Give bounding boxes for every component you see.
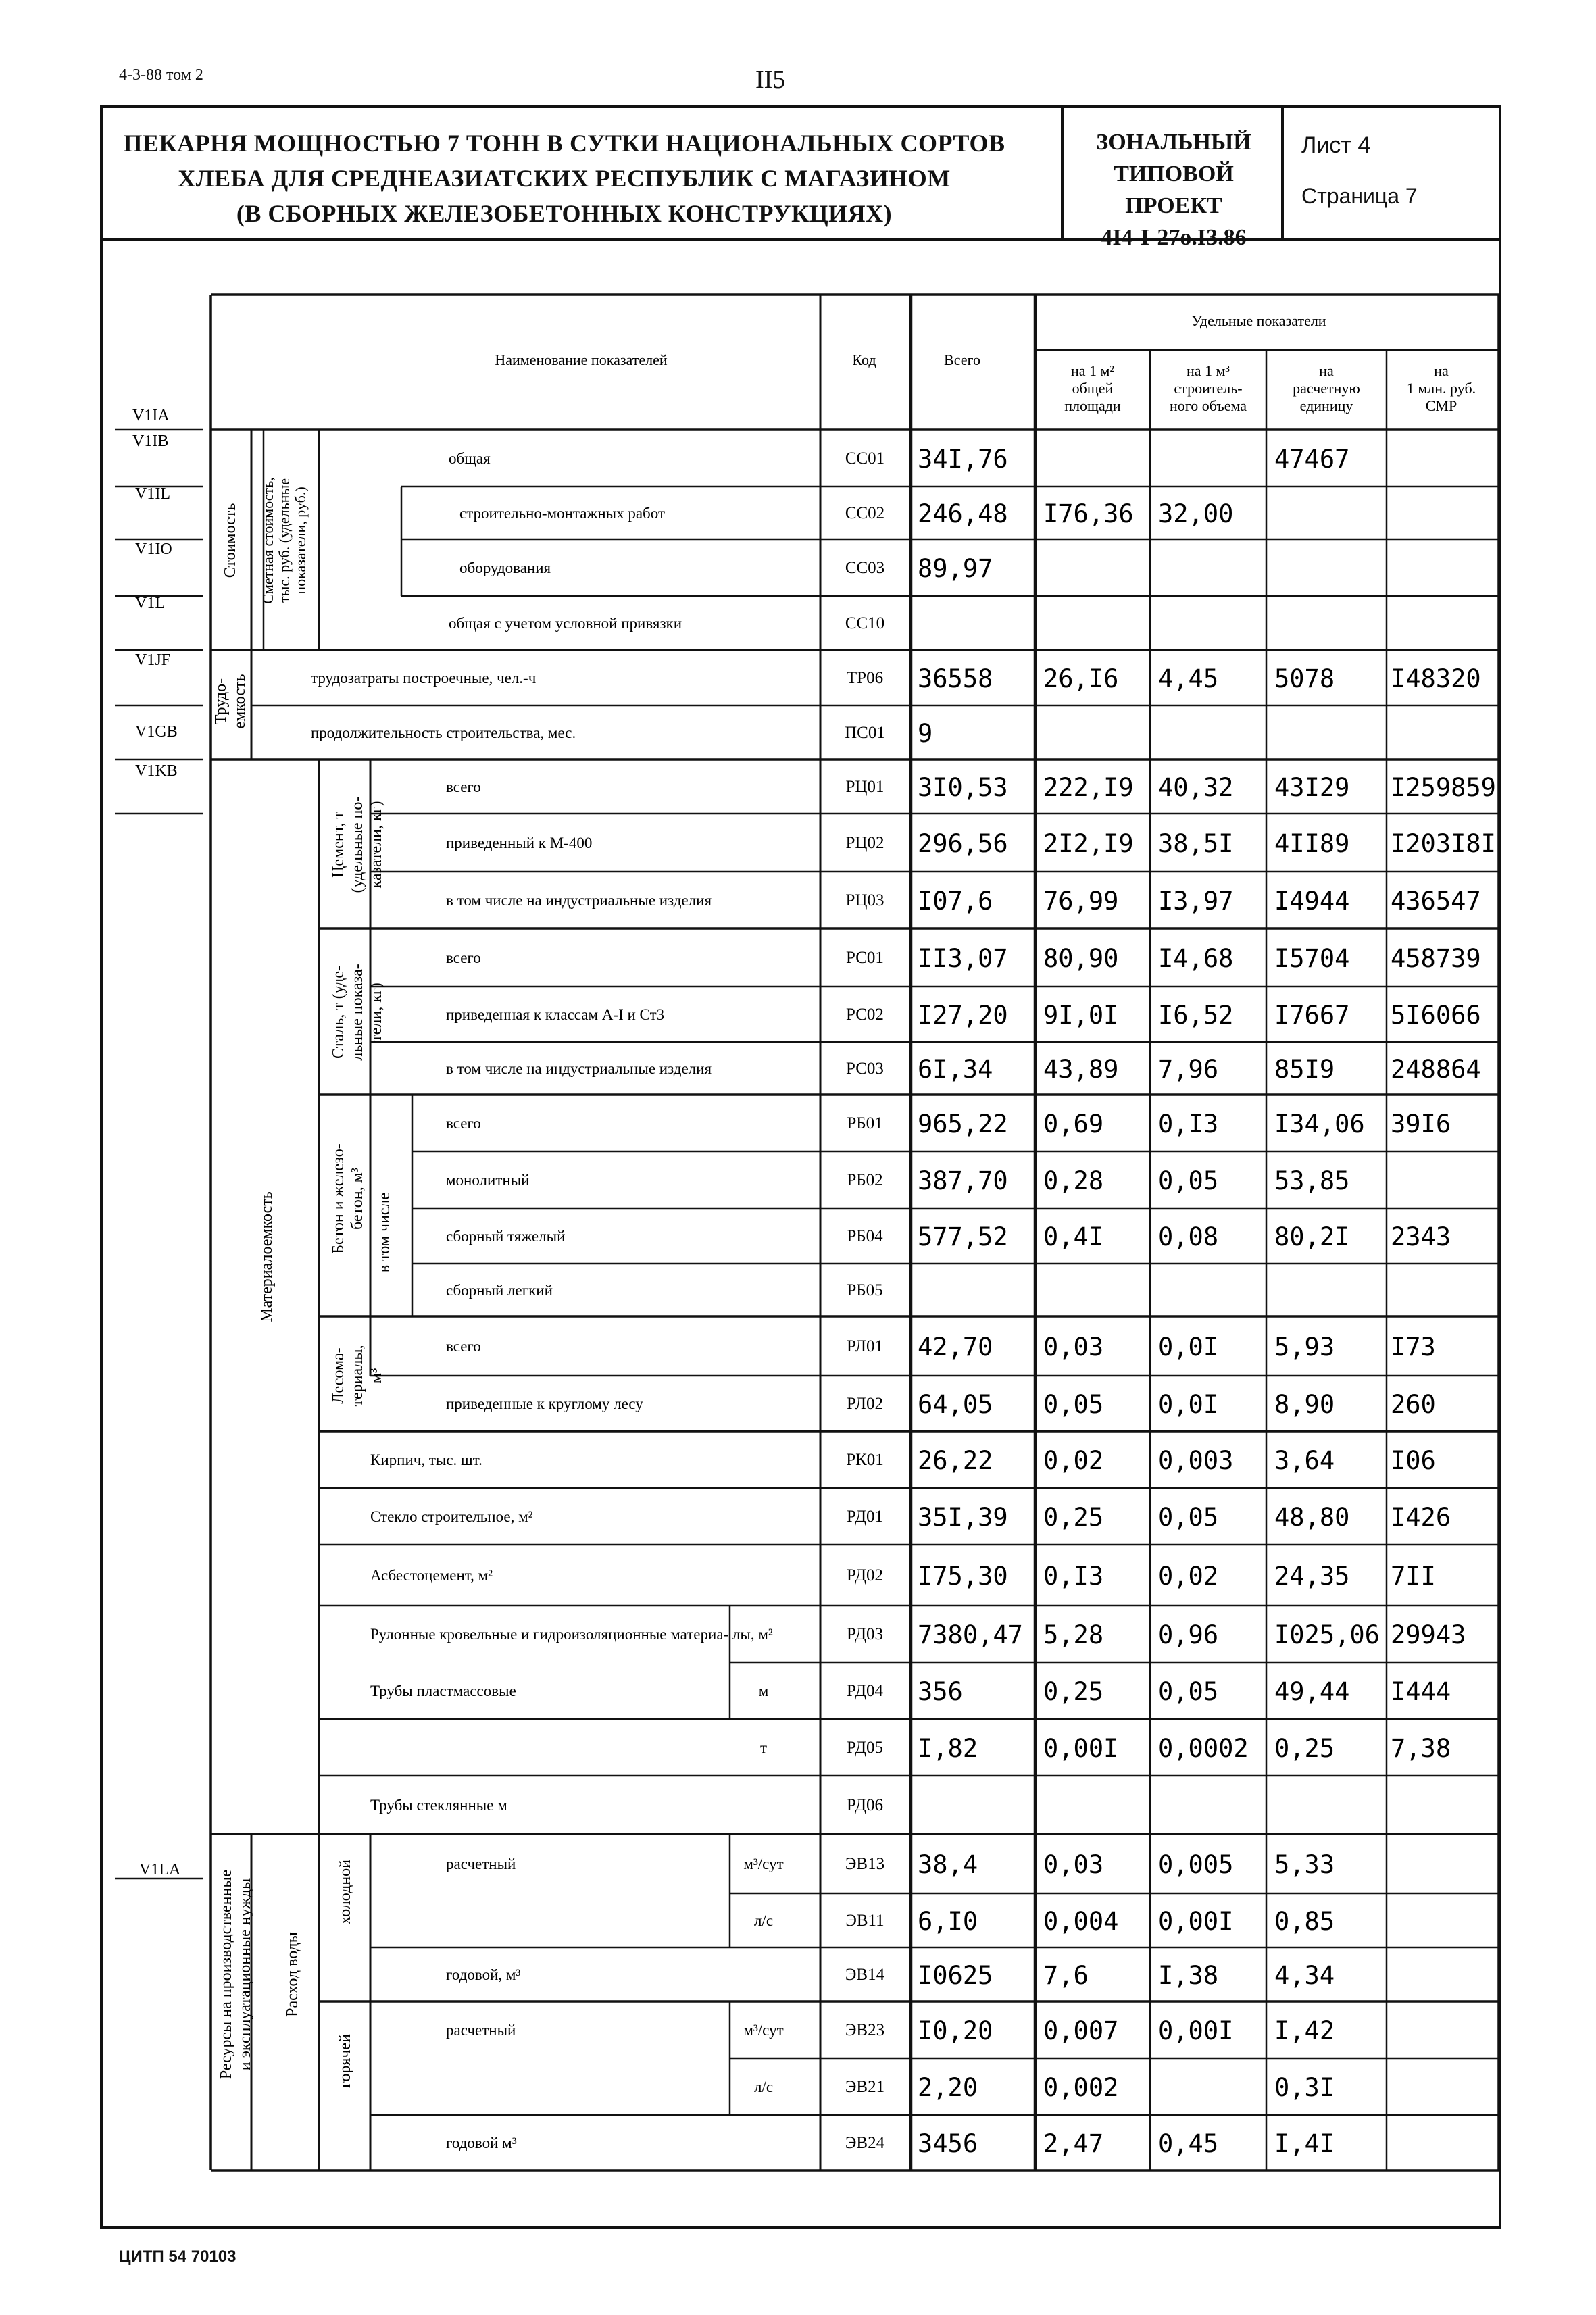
row-total: 2,20 bbox=[918, 2073, 978, 2102]
row-per-unit: I4944 bbox=[1274, 887, 1350, 916]
row-per-unit: 53,85 bbox=[1274, 1166, 1350, 1195]
row-per-volume: 0,96 bbox=[1158, 1620, 1219, 1649]
project-line: ЗОНАЛЬНЫЙ bbox=[1096, 130, 1251, 155]
row-per-unit: I5704 bbox=[1274, 944, 1350, 973]
row-code: РК01 bbox=[846, 1451, 884, 1469]
row-per-area: 2,47 bbox=[1043, 2129, 1104, 2158]
row-name: Трубы стеклянные м bbox=[370, 1797, 507, 1814]
row-name: продолжительность строительства, мес. bbox=[311, 724, 576, 741]
row-name: сборный легкий bbox=[446, 1282, 553, 1299]
document-code: 4-3-88 том 2 bbox=[119, 66, 203, 84]
header-per-volume: на 1 м³ bbox=[1186, 362, 1230, 379]
row-per-mln: I444 bbox=[1391, 1677, 1451, 1706]
row-unit: л/с bbox=[753, 1912, 774, 1929]
side-label-group bbox=[132, 407, 181, 1878]
project-line: ТИПОВОЙ ПРОЕКТ bbox=[1114, 161, 1234, 218]
header-per-mln: на bbox=[1434, 362, 1449, 379]
row-code: РЦ01 bbox=[845, 778, 884, 796]
row-per-volume: 32,00 bbox=[1158, 499, 1234, 528]
row-name: Кирпич, тыс. шт. bbox=[370, 1451, 482, 1468]
row-total: 965,22 bbox=[918, 1110, 1008, 1139]
row-per-volume: 40,32 bbox=[1158, 773, 1234, 802]
row-code: СС02 bbox=[845, 504, 885, 522]
row-per-area: 0,I3 bbox=[1043, 1562, 1104, 1591]
row-per-unit: 49,44 bbox=[1274, 1677, 1350, 1706]
group-labor: емкость bbox=[231, 674, 249, 729]
row-code: ЭВ24 bbox=[845, 2134, 885, 2152]
row-per-mln: 5I6066 bbox=[1391, 1001, 1481, 1030]
title-line: ХЛЕБА ДЛЯ СРЕДНЕАЗИАТСКИХ РЕСПУБЛИК С МАГАЗИНОМ bbox=[178, 165, 951, 193]
row-code: ЭВ14 bbox=[845, 1966, 885, 1984]
row-name: всего bbox=[446, 778, 481, 795]
row-name: Рулонные кровельные и гидроизоляционные материа- лы, м² bbox=[370, 1626, 773, 1643]
row-total: 246,48 bbox=[918, 499, 1008, 528]
side-label: V1IO bbox=[135, 541, 172, 558]
row-per-area: 43,89 bbox=[1043, 1055, 1119, 1084]
row-per-mln: 7,38 bbox=[1391, 1734, 1451, 1763]
group-labor: Трудо- bbox=[212, 678, 230, 725]
row-code: СС03 bbox=[845, 559, 885, 577]
row-code: ЭВ11 bbox=[845, 1912, 884, 1930]
row-code: РС02 bbox=[846, 1005, 884, 1024]
row-name: оборудования bbox=[459, 559, 551, 576]
group-hot: горячей bbox=[336, 2034, 354, 2088]
group-labels bbox=[212, 477, 393, 2088]
group-cement: (удельные по- bbox=[349, 796, 366, 893]
row-per-mln: 2343 bbox=[1391, 1222, 1451, 1251]
row-per-volume: I3,97 bbox=[1158, 887, 1234, 916]
row-name: сборный тяжелый bbox=[446, 1228, 566, 1245]
row-name: расчетный bbox=[446, 1856, 516, 1872]
header-per-area: общей bbox=[1072, 380, 1114, 397]
row-per-unit: 0,25 bbox=[1274, 1734, 1335, 1763]
row-code: СС10 bbox=[845, 614, 885, 632]
row-name: всего bbox=[446, 949, 481, 966]
group-resources: и эксплуатационные нужды bbox=[236, 1878, 254, 2071]
row-total: 356 bbox=[918, 1677, 963, 1706]
row-total: 9 bbox=[918, 719, 933, 748]
row-total: 36558 bbox=[918, 664, 993, 693]
header-specific: Удельные показатели bbox=[1191, 312, 1326, 329]
row-name: в том числе на индустриальные изделия bbox=[446, 1060, 712, 1077]
row-name: строительно-монтажных работ bbox=[459, 505, 666, 522]
row-name: общая с учетом условной привязки bbox=[449, 615, 682, 632]
row-code: РБ01 bbox=[847, 1114, 883, 1132]
row-total: II3,07 bbox=[918, 944, 1008, 973]
row-per-unit: 80,2I bbox=[1274, 1222, 1350, 1251]
row-name: приведенные к круглому лесу bbox=[446, 1395, 643, 1412]
row-unit: м³/сут bbox=[743, 2022, 784, 2039]
row-name: общая bbox=[449, 450, 491, 467]
row-total: 34I,76 bbox=[918, 445, 1008, 474]
row-total: 296,56 bbox=[918, 829, 1008, 858]
row-per-area: 7,6 bbox=[1043, 1961, 1089, 1990]
row-per-unit: 0,3I bbox=[1274, 2073, 1335, 2102]
row-per-area: 0,05 bbox=[1043, 1390, 1104, 1419]
group-cost-estimate: тыс. руб. (удельные bbox=[276, 478, 293, 603]
header-total: Всего bbox=[944, 351, 980, 368]
row-per-volume: I6,52 bbox=[1158, 1001, 1234, 1030]
row-per-mln: I73 bbox=[1391, 1333, 1436, 1362]
group-timber: териалы, bbox=[349, 1345, 366, 1407]
row-name: приведенный к М-400 bbox=[446, 835, 593, 851]
row-per-mln: I203I8I bbox=[1391, 829, 1496, 858]
row-code: РБ05 bbox=[847, 1281, 883, 1299]
group-timber: м³ bbox=[368, 1368, 385, 1384]
group-material: Материалоемкость bbox=[258, 1191, 276, 1322]
row-total: 89,97 bbox=[918, 554, 993, 583]
group-cost-estimate: показатели, руб.) bbox=[292, 487, 309, 595]
row-code: ПС01 bbox=[845, 724, 885, 742]
row-per-mln: 248864 bbox=[1391, 1055, 1481, 1084]
group-cement: Цемент, т bbox=[330, 812, 347, 878]
row-code: РС03 bbox=[846, 1060, 884, 1078]
footer-code: ЦИТП 54 70103 bbox=[119, 2247, 236, 2266]
header-per-unit: единицу bbox=[1299, 397, 1353, 414]
table-rows bbox=[311, 445, 1496, 2158]
row-per-volume: 0,05 bbox=[1158, 1677, 1219, 1706]
row-per-area: 0,4I bbox=[1043, 1222, 1104, 1251]
header-code: Код bbox=[852, 351, 876, 368]
row-per-volume: I,38 bbox=[1158, 1961, 1219, 1990]
header-per-unit: расчетную bbox=[1293, 380, 1360, 397]
row-per-volume: 0,45 bbox=[1158, 2129, 1219, 2158]
row-per-area: 0,25 bbox=[1043, 1677, 1104, 1706]
row-per-volume: 0,003 bbox=[1158, 1446, 1234, 1475]
row-code: ЭВ23 bbox=[845, 2021, 885, 2039]
row-per-volume: 0,05 bbox=[1158, 1166, 1219, 1195]
row-total: 577,52 bbox=[918, 1222, 1008, 1251]
row-per-unit: 3,64 bbox=[1274, 1446, 1335, 1475]
row-per-volume: I4,68 bbox=[1158, 944, 1234, 973]
row-per-unit: 4II89 bbox=[1274, 829, 1350, 858]
group-timber: Лесома- bbox=[330, 1347, 347, 1404]
row-per-mln: 29943 bbox=[1391, 1620, 1466, 1649]
header-per-area: на 1 м² bbox=[1070, 362, 1115, 379]
row-per-volume: 4,45 bbox=[1158, 664, 1219, 693]
row-per-unit: 43I29 bbox=[1274, 773, 1350, 802]
row-code: РД04 bbox=[846, 1682, 884, 1700]
row-code: РЦ03 bbox=[845, 891, 884, 910]
header-per-area: площади bbox=[1064, 397, 1121, 414]
header-per-volume: ного объема bbox=[1169, 397, 1247, 414]
row-per-mln: 458739 bbox=[1391, 944, 1481, 973]
row-per-mln: I259859 bbox=[1391, 773, 1496, 802]
side-label: V1L bbox=[135, 595, 165, 612]
side-label: V1IB bbox=[132, 432, 169, 450]
group-steel: Сталь, т (удe- bbox=[330, 965, 347, 1060]
side-label: V1IL bbox=[135, 485, 170, 503]
row-total: 64,05 bbox=[918, 1390, 993, 1419]
group-cold: холодной bbox=[336, 1860, 354, 1924]
row-total: 35I,39 bbox=[918, 1503, 1008, 1532]
row-per-area: 0,03 bbox=[1043, 1850, 1104, 1879]
row-name: в том числе на индустриальные изделия bbox=[446, 892, 712, 909]
row-per-area: 0,002 bbox=[1043, 2073, 1119, 2102]
row-name: годовой м³ bbox=[446, 2135, 517, 2151]
row-total: 38,4 bbox=[918, 1850, 978, 1879]
group-concrete: бетон, м³ bbox=[349, 1168, 366, 1230]
row-per-unit: 85I9 bbox=[1274, 1055, 1335, 1084]
row-code: РЛ02 bbox=[847, 1395, 883, 1413]
row-total: I0,20 bbox=[918, 2016, 993, 2045]
row-per-volume: 0,00I bbox=[1158, 1907, 1234, 1936]
row-per-area: 222,I9 bbox=[1043, 773, 1134, 802]
title-line: (В СБОРНЫХ ЖЕЛЕЗОБЕТОННЫХ КОНСТРУКЦИЯХ) bbox=[236, 200, 893, 228]
group-concrete-incl: в том числе bbox=[376, 1192, 393, 1273]
row-per-volume: 0,00I bbox=[1158, 2016, 1234, 2045]
row-per-volume: 7,96 bbox=[1158, 1055, 1219, 1084]
row-code: СС01 bbox=[845, 449, 885, 468]
row-name: приведенная к классам А-I и Ст3 bbox=[446, 1006, 665, 1023]
group-resources: Ресурсы на производственные bbox=[218, 1869, 235, 2080]
row-name: трудозатраты построечные, чел.-ч bbox=[311, 670, 537, 687]
side-label: V1GB bbox=[135, 723, 178, 741]
row-per-unit: 47467 bbox=[1274, 445, 1350, 474]
row-per-area: 0,03 bbox=[1043, 1333, 1104, 1362]
row-per-area: I76,36 bbox=[1043, 499, 1134, 528]
row-per-unit: I7667 bbox=[1274, 1001, 1350, 1030]
row-total: 26,22 bbox=[918, 1446, 993, 1475]
row-per-volume: 0,I3 bbox=[1158, 1110, 1219, 1139]
header-per-mln: СМР bbox=[1425, 397, 1457, 414]
group-water: Расход воды bbox=[284, 1932, 301, 2017]
row-per-mln: 39I6 bbox=[1391, 1110, 1451, 1139]
row-unit: л/с bbox=[753, 2078, 774, 2095]
header-name: Наименование показателей bbox=[495, 351, 668, 368]
row-code: РБ02 bbox=[847, 1171, 883, 1189]
row-per-volume: 0,02 bbox=[1158, 1562, 1219, 1591]
title-line: ПЕКАРНЯ МОЩНОСТЬЮ 7 ТОНН В СУТКИ НАЦИОНАЛЬНЫХ СОРТОВ bbox=[123, 130, 1005, 157]
header-subcols bbox=[1064, 362, 1476, 414]
row-per-unit: 0,85 bbox=[1274, 1907, 1335, 1936]
row-code: ТР06 bbox=[846, 669, 884, 687]
row-per-area: 0,25 bbox=[1043, 1503, 1104, 1532]
row-per-area: 0,007 bbox=[1043, 2016, 1119, 2045]
row-name: Трубы пластмассовые bbox=[370, 1683, 516, 1699]
row-per-volume: 0,08 bbox=[1158, 1222, 1219, 1251]
side-markers bbox=[115, 430, 203, 1878]
group-concrete: Бетон и железо- bbox=[330, 1143, 347, 1254]
row-per-unit: 8,90 bbox=[1274, 1390, 1335, 1419]
row-per-area: 0,004 bbox=[1043, 1907, 1119, 1936]
group-cost: Стоимость bbox=[222, 503, 239, 578]
row-per-volume: 0,05 bbox=[1158, 1503, 1219, 1532]
row-code: РЛ01 bbox=[847, 1337, 883, 1355]
row-per-volume: 38,5I bbox=[1158, 829, 1234, 858]
row-code: РД01 bbox=[846, 1508, 884, 1526]
row-per-area: 5,28 bbox=[1043, 1620, 1104, 1649]
group-steel: льные показа- bbox=[349, 964, 366, 1061]
side-label: V1JF bbox=[135, 651, 171, 669]
side-label: V1IA bbox=[132, 407, 170, 424]
row-per-area: 0,02 bbox=[1043, 1446, 1104, 1475]
row-per-unit: 48,80 bbox=[1274, 1503, 1350, 1532]
row-per-area: 0,28 bbox=[1043, 1166, 1104, 1195]
row-per-unit: 5,33 bbox=[1274, 1850, 1335, 1879]
row-per-mln: 436547 bbox=[1391, 887, 1481, 916]
row-unit: м³/сут bbox=[743, 1856, 784, 1872]
row-total: I,82 bbox=[918, 1734, 978, 1763]
row-per-area: 26,I6 bbox=[1043, 664, 1119, 693]
row-total: 3I0,53 bbox=[918, 773, 1008, 802]
row-per-unit: 5,93 bbox=[1274, 1333, 1335, 1362]
row-total: I27,20 bbox=[918, 1001, 1008, 1030]
row-code: РБ04 bbox=[847, 1227, 883, 1245]
row-code: РД02 bbox=[846, 1566, 884, 1585]
page-number: II5 bbox=[755, 66, 786, 94]
row-code: РЦ02 bbox=[845, 834, 884, 852]
row-name: монолитный bbox=[446, 1172, 530, 1189]
project-line: 4I4-I-27о.I3.86 bbox=[1101, 224, 1247, 250]
row-per-area: 0,69 bbox=[1043, 1110, 1104, 1139]
row-per-unit: 24,35 bbox=[1274, 1562, 1350, 1591]
row-name: всего bbox=[446, 1115, 481, 1132]
row-total: I0625 bbox=[918, 1961, 993, 1990]
row-per-unit: I34,06 bbox=[1274, 1110, 1365, 1139]
row-total: I07,6 bbox=[918, 887, 993, 916]
row-per-unit: 5078 bbox=[1274, 664, 1335, 693]
row-per-unit: 4,34 bbox=[1274, 1961, 1335, 1990]
row-total: I75,30 bbox=[918, 1562, 1008, 1591]
row-per-volume: 0,0I bbox=[1158, 1390, 1219, 1419]
row-total: 6I,34 bbox=[918, 1055, 993, 1084]
group-cost-estimate: Сметная стоимость, bbox=[259, 477, 276, 604]
row-per-area: 9I,0I bbox=[1043, 1001, 1119, 1030]
row-name: расчетный bbox=[446, 2022, 516, 2039]
row-name: годовой, м³ bbox=[446, 1966, 521, 1983]
header-per-unit: на bbox=[1319, 362, 1334, 379]
row-name: Стекло строительное, м² bbox=[370, 1508, 533, 1525]
row-unit: м bbox=[758, 1683, 769, 1699]
row-total: 42,70 bbox=[918, 1333, 993, 1362]
page-label: Страница 7 bbox=[1301, 184, 1418, 208]
row-per-area: 76,99 bbox=[1043, 887, 1119, 916]
row-per-mln: I06 bbox=[1391, 1446, 1436, 1475]
row-code: ЭВ13 bbox=[845, 1855, 885, 1873]
row-per-mln: I426 bbox=[1391, 1503, 1451, 1532]
row-per-volume: 0,005 bbox=[1158, 1850, 1234, 1879]
row-per-unit: I,4I bbox=[1274, 2129, 1335, 2158]
row-total: 7380,47 bbox=[918, 1620, 1023, 1649]
row-per-area: 0,00I bbox=[1043, 1734, 1119, 1763]
row-code: РС01 bbox=[846, 949, 884, 967]
row-per-mln: 260 bbox=[1391, 1390, 1436, 1419]
sheet-label: Лист 4 bbox=[1301, 132, 1371, 158]
row-unit: т bbox=[759, 1739, 768, 1756]
row-code: РД06 bbox=[846, 1796, 884, 1814]
row-per-unit: I,42 bbox=[1274, 2016, 1335, 2045]
row-total: 6,I0 bbox=[918, 1907, 978, 1936]
row-per-mln: 7II bbox=[1391, 1562, 1436, 1591]
side-label: V1LA bbox=[139, 1861, 181, 1878]
group-cement: казатели, кг) bbox=[368, 801, 385, 889]
row-per-mln: I48320 bbox=[1391, 664, 1481, 693]
row-total: 3456 bbox=[918, 2129, 978, 2158]
row-per-volume: 0,0002 bbox=[1158, 1734, 1249, 1763]
row-per-unit: I025,06 bbox=[1274, 1620, 1380, 1649]
row-code: РД03 bbox=[846, 1625, 884, 1643]
header-per-volume: строитель- bbox=[1174, 380, 1243, 397]
row-name: Асбестоцемент, м² bbox=[370, 1567, 493, 1584]
row-per-area: 2I2,I9 bbox=[1043, 829, 1134, 858]
row-per-volume: 0,0I bbox=[1158, 1333, 1219, 1362]
side-label: V1KB bbox=[135, 762, 178, 780]
row-per-area: 80,90 bbox=[1043, 944, 1119, 973]
group-steel: тели, кг) bbox=[368, 982, 385, 1042]
row-code: РД05 bbox=[846, 1739, 884, 1757]
row-total: 387,70 bbox=[918, 1166, 1008, 1195]
row-code: ЭВ21 bbox=[845, 2078, 885, 2096]
header-per-mln: 1 млн. руб. bbox=[1406, 380, 1476, 397]
row-name: всего bbox=[446, 1338, 481, 1355]
